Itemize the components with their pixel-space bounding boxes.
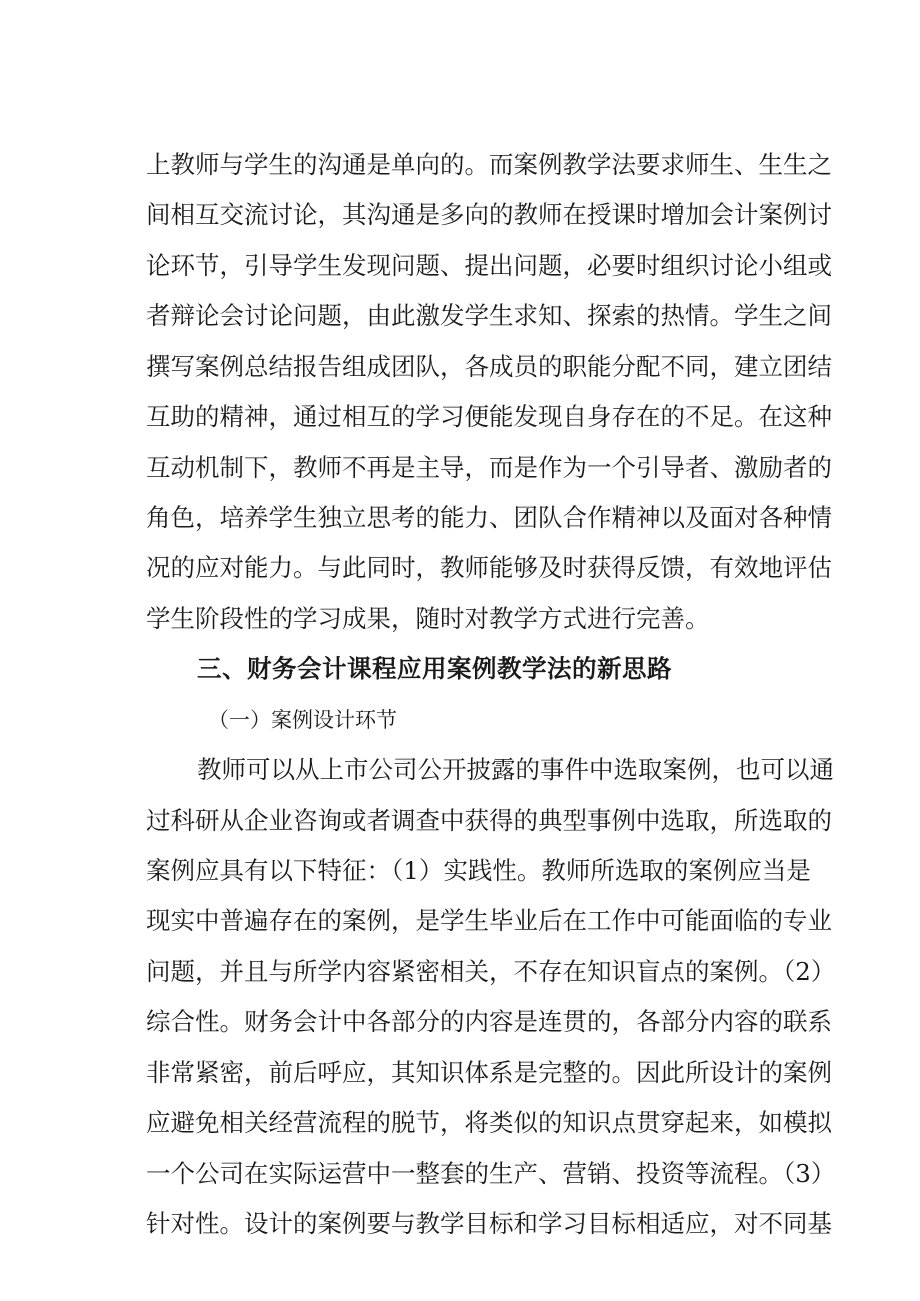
paragraph-1-line-8: 角色，培养学生独立思考的能力、团队合作精神以及面对各种情 (146, 503, 832, 532)
paragraph-1-line-5: 撰写案例总结报告组成团队，各成员的职能分配不同，建立团结 (146, 352, 832, 381)
paragraph-2-line-5: 问题，并且与所学内容紧密相关，不存在知识盲点的案例。（2） (146, 957, 836, 986)
section-heading: 三、财务会计课程应用案例教学法的新思路 (197, 654, 672, 683)
paragraph-2-line-9: 一个公司在实际运营中一整套的生产、营销、投资等流程。（3） (146, 1159, 836, 1188)
paragraph-1-line-1: 上教师与学生的沟通是单向的。而案例教学法要求师生、生生之 (146, 150, 832, 179)
paragraph-2-line-4: 现实中普遍存在的案例，是学生毕业后在工作中可能面临的专业 (146, 906, 832, 935)
paragraph-1-line-3: 论环节，引导学生发现问题、提出问题，必要时组织讨论小组或 (146, 251, 832, 280)
paragraph-2-line-6: 综合性。财务会计中各部分的内容是连贯的，各部分内容的联系 (146, 1007, 832, 1036)
paragraph-2-line-8: 应避免相关经营流程的脱节，将类似的知识点贯穿起来，如模拟 (146, 1108, 832, 1137)
paragraph-1-line-2: 间相互交流讨论，其沟通是多向的教师在授课时增加会计案例讨 (146, 200, 832, 229)
paragraph-1-line-4: 者辩论会讨论问题，由此激发学生求知、探索的热情。学生之间 (146, 301, 832, 330)
paragraph-2-line-10: 针对性。设计的案例要与教学目标和学习目标相适应，对不同基 (146, 1209, 832, 1238)
paragraph-1-line-7: 互动机制下，教师不再是主导，而是作为一个引导者、激励者的 (146, 453, 832, 482)
paragraph-2-line-7: 非常紧密，前后呼应，其知识体系是完整的。因此所设计的案例 (146, 1058, 832, 1087)
paragraph-1-line-9: 况的应对能力。与此同时，教师能够及时获得反馈，有效地评估 (146, 553, 832, 582)
paragraph-2-line-3: 案例应具有以下特征：（1）实践性。教师所选取的案例应当是 (146, 856, 811, 885)
paragraph-2-line-2: 过科研从企业咨询或者调查中获得的典型事例中选取，所选取的 (146, 806, 832, 835)
paragraph-1-line-6: 互助的精神，通过相互的学习便能发现自身存在的不足。在这种 (146, 402, 832, 431)
subsection-heading: （一）案例设计环节 (208, 708, 397, 732)
paragraph-1-line-10: 学生阶段性的学习成果，随时对教学方式进行完善。 (146, 604, 710, 633)
paragraph-2-line-1: 教师可以从上市公司公开披露的事件中选取案例，也可以通 (197, 755, 834, 784)
